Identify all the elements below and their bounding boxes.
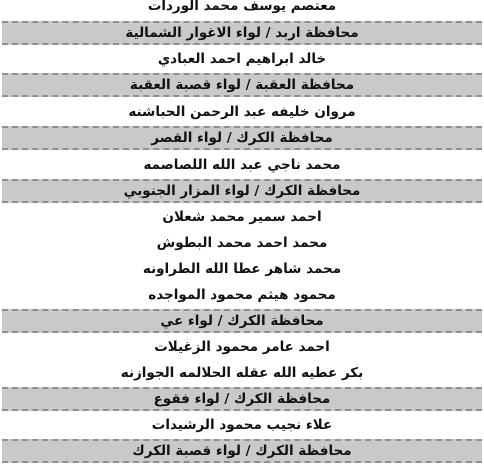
list-item	[2, 413, 482, 437]
section-title: محافظة الكرك / لواء القصر	[151, 130, 333, 146]
person-name: علاء نجيب محمود الرشيدات	[151, 417, 333, 433]
person-name: محمد ناجي عبد الله اللصاصمه	[143, 157, 341, 173]
person-name: محمود هيثم محمود المواجده	[148, 287, 336, 303]
list-item	[2, 0, 482, 18]
section-header	[2, 439, 482, 463]
person-name: بكر عطيه الله عقله الحلالمه الجوازنه	[120, 365, 364, 381]
person-name: مروان خليفه عبد الرحمن الحباشنه	[128, 104, 356, 120]
list-item	[2, 47, 482, 71]
person-name: احمد عامر محمود الزغيلات	[154, 339, 330, 355]
person-name: معتصم يوسف محمد الوردات	[147, 0, 337, 14]
list-item	[2, 205, 482, 229]
person-name: محمد احمد محمد البطوش	[156, 235, 328, 251]
list-item	[2, 257, 482, 281]
list-item	[2, 361, 482, 385]
list-item	[2, 100, 482, 124]
list-item	[2, 335, 482, 359]
list-item	[2, 231, 482, 255]
list-item	[2, 153, 482, 177]
person-name: خالد ابراهيم احمد العبادي	[157, 51, 327, 67]
person-name: احمد سمير محمد شعلان	[162, 209, 322, 225]
section-title: محافظة العقبة / لواء قصبة العقبة	[129, 77, 355, 93]
section-header	[2, 21, 482, 45]
section-title: محافظة الكرك / لواء فقوع	[153, 391, 331, 407]
section-title: محافظة الكرك / لواء عي	[160, 313, 324, 329]
section-header	[2, 126, 482, 150]
section-header	[2, 387, 482, 411]
section-header	[2, 179, 482, 203]
section-header	[2, 73, 482, 97]
section-title: محافظة الكرك / لواء المزار الجنوبي	[123, 183, 361, 199]
person-name: محمد شاهر عطا الله الطراونه	[142, 261, 342, 277]
section-header	[2, 309, 482, 333]
list-item	[2, 283, 482, 307]
section-title: محافظة اربد / لواء الاغوار الشمالية	[125, 25, 359, 41]
section-title: محافظة الكرك / لواء قصبة الكرك	[132, 443, 352, 459]
